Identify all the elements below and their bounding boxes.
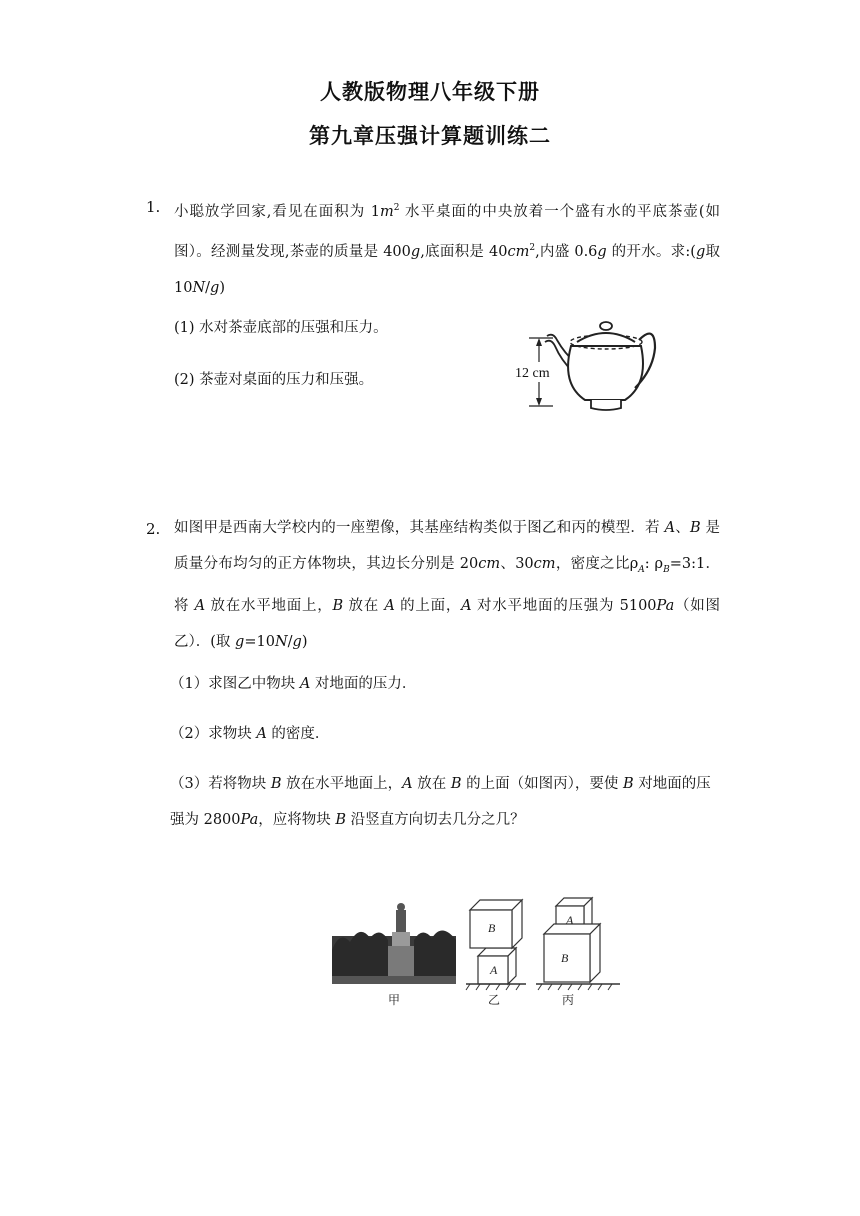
model-bing bbox=[536, 898, 620, 990]
block-a-label: A bbox=[490, 963, 498, 977]
question-2-number: 2. bbox=[146, 520, 161, 538]
page-subtitle: 第九章压强计算题训练二 bbox=[309, 124, 551, 148]
question-1-text: 小聪放学回家,看见在面积为 $1m^2$ 水平桌面的中央放着一个盛有水的平底茶壶(如图）。经测量发现,茶壶的质量是 400g,底面积是 $40cm^2$,内盛 0.6g 的开水。求:(g取 10N/g) bbox=[174, 203, 721, 296]
question-2-text: 如图甲是西南大学校内的一座塑像，其基座结构类似于图乙和丙的模型．若 A、B 是质量分布均匀的正方体物块，其边长分别是 20cm、30cm，密度之比$\rho_A$: $\rho_B=3:1$．将 A 放在水平地面上，B 放在 A 的上面，A 对水平地面的压强为 5100Pa（如图乙）．(取 g=10N/g) bbox=[174, 520, 721, 650]
question-1-part-1: (1) 水对茶壶底部的压强和压力。 bbox=[174, 320, 388, 336]
teapot-height-label: 12 cm bbox=[515, 366, 550, 381]
model-yi bbox=[466, 900, 526, 990]
question-1-number: 1. bbox=[146, 198, 161, 216]
statue-photo bbox=[332, 903, 456, 984]
teapot-figure bbox=[505, 306, 665, 416]
block-b-label: B bbox=[561, 951, 569, 965]
block-a-label: A bbox=[566, 913, 574, 927]
figure-label-bing: 丙 bbox=[562, 993, 575, 1007]
figure-label-jia: 甲 bbox=[388, 993, 401, 1007]
figure-label-yi: 乙 bbox=[488, 993, 501, 1007]
page-title: 人教版物理八年级下册 bbox=[320, 80, 540, 104]
sculpture-figure-row bbox=[330, 880, 630, 1010]
question-2-part-2: （2）求物块 A 的密度． bbox=[170, 726, 330, 742]
question-2-part-1: （1）求图乙中物块 A 对地面的压力． bbox=[170, 676, 417, 692]
block-b-label: B bbox=[488, 921, 496, 935]
question-1-part-2: (2) 茶壶对桌面的压力和压强。 bbox=[174, 372, 374, 388]
question-2-part-3: （3）若将物块 B 放在水平地面上，A 放在 B 的上面（如图丙），要使 B 对地面的压强为 2800Pa，应将物块 B 沿竖直方向切去几分之几？ bbox=[170, 776, 711, 828]
